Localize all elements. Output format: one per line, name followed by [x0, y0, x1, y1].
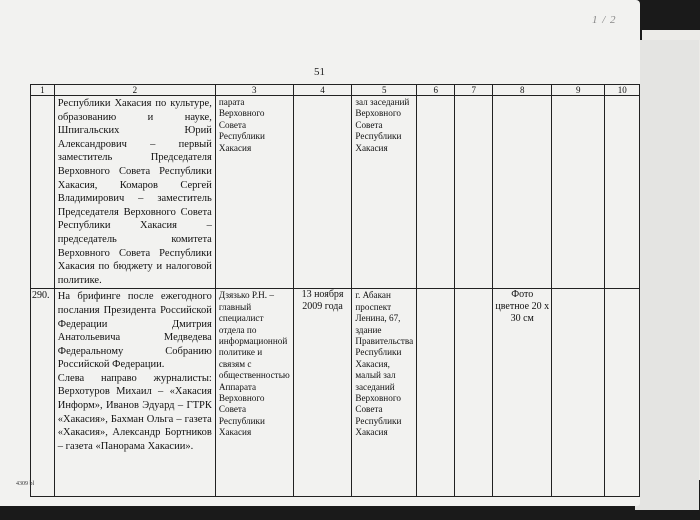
col9-cell [552, 289, 605, 497]
print-code: 4309 bl [16, 481, 35, 487]
description-cell [54, 289, 215, 497]
place-cell: зал заседаний Верховного Совета Республики Хакасия [352, 96, 417, 289]
col-header-9: 9 [552, 85, 605, 96]
table-row-continued [31, 96, 640, 289]
handwritten-page-mark: 1 / 2 [592, 14, 617, 26]
format-cell: Фото цветное 20 х 30 см [493, 289, 552, 497]
col10-cell [605, 289, 640, 497]
page-edge-back-2 [635, 40, 699, 510]
col-header-8: 8 [493, 85, 552, 96]
description-cell: Республики Хакасия по культуре, образованию и науке, Шпигальских Юрий Александрович – первый заместитель Председателя Верховного Совета Республики Хакасия, Комаров Сергей Владимирович – заместитель Председателя Верховного Совета Республики Хакасия – председатель комитета Верховного Совета Республики Хакасия по бюджету и налоговой политике. [54, 96, 215, 289]
column-number-row [31, 85, 640, 96]
col7-cell [455, 96, 493, 289]
col-header-3: 3 [215, 85, 293, 96]
author-cell: Дзязько Р.Н. – главный специалист отдела по информационной политике и связям с общественностью Аппарата Верховного Совета Республики Хакасия [215, 289, 293, 497]
col9-cell [552, 96, 605, 289]
description-paragraph-2: Слева направо журналисты: Верхотуров Михаил – «Хакасия Информ», Иванов Эдуард – ГТРК «Хакасия», Бахман Ольга – газета «Хакасия», Александр Бортников – газета «Панорама Хакасии». [57, 372, 212, 452]
table-row-290 [31, 289, 640, 497]
row-number-cell: 290. [31, 289, 55, 497]
col-header-2: 2 [54, 85, 215, 96]
col6-cell [417, 289, 455, 497]
description-paragraph-1: На брифинге после ежегодного послания Президента Российской Федерации Дмитрия Анатольевича Медведева Федеральному Собранию Российской Федерации. [57, 291, 212, 371]
date-cell: 13 ноября 2009 года [293, 289, 352, 497]
col-header-7: 7 [455, 85, 493, 96]
col6-cell [417, 96, 455, 289]
page-number: 51 [314, 66, 325, 78]
format-cell [493, 96, 552, 289]
date-cell [293, 96, 352, 289]
col10-cell [605, 96, 640, 289]
photo-inventory-table [30, 84, 640, 497]
col7-cell [455, 289, 493, 497]
col-header-1: 1 [31, 85, 55, 96]
row-number-cell [31, 96, 55, 289]
col-header-4: 4 [293, 85, 352, 96]
col-header-10: 10 [605, 85, 640, 96]
author-cell: парата Верховного Совета Республики Хакасия [215, 96, 293, 289]
place-cell: г. Абакан проспект Ленина, 67, здание Правительства Республики Хакасия, малый зал заседаний Верховного Совета Республики Хакасия [352, 289, 417, 497]
col-header-6: 6 [417, 85, 455, 96]
col-header-5: 5 [352, 85, 417, 96]
